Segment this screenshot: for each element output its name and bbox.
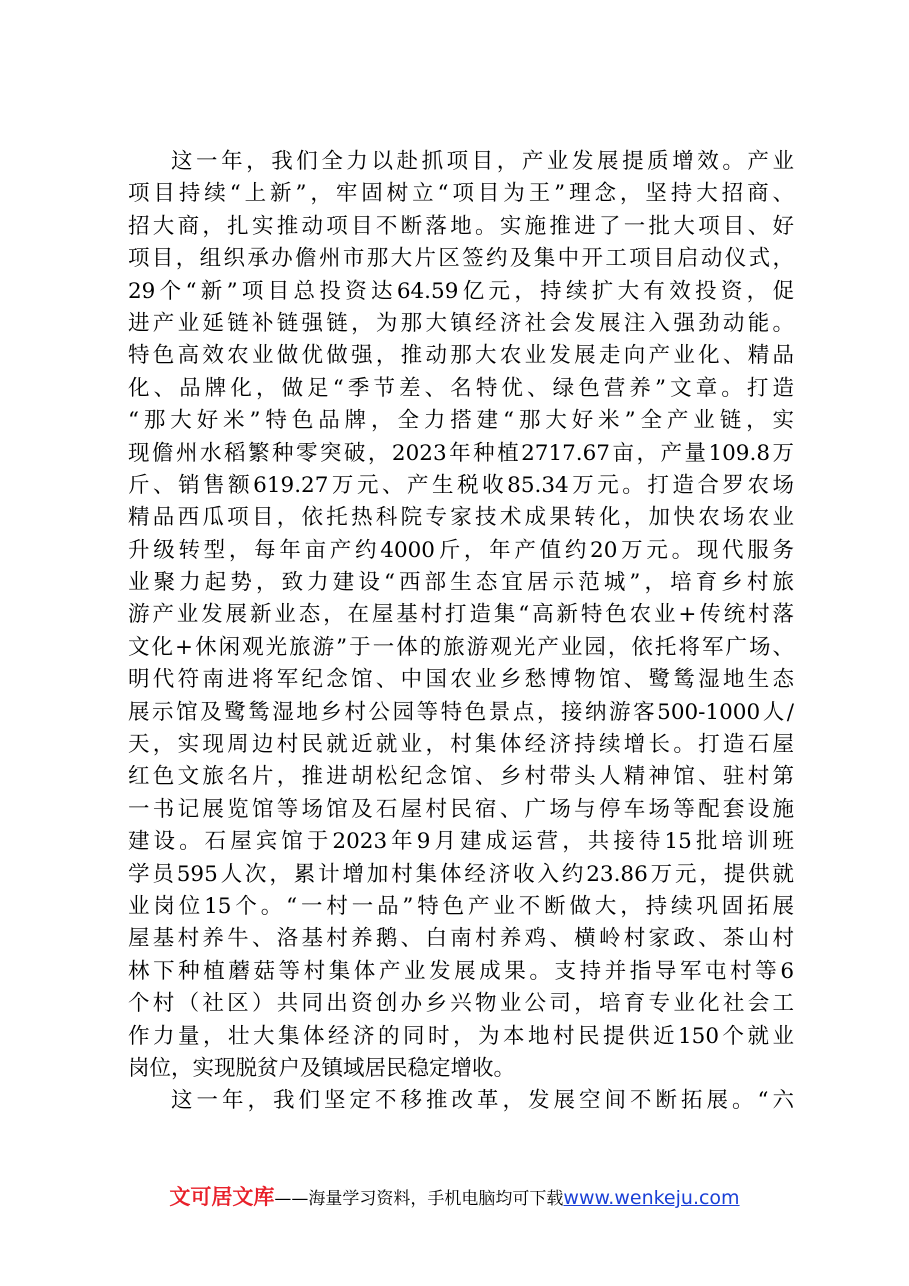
- text-line: 项目持续“上新”，牢固树立“项目为王”理念，坚持大招商、: [128, 181, 794, 207]
- text-line: 游产业发展新业态，在屋基村打造集“高新特色农业+传统村落: [128, 602, 794, 628]
- text-line: 化、品牌化，做足“季节差、名特优、绿色营养”文章。打造: [128, 375, 794, 401]
- brand-name: 文可居文库: [169, 1185, 275, 1209]
- text-line: 升级转型，每年亩产约4000斤，年产值约20万元。现代服务: [128, 537, 794, 563]
- text-line: 业岗位15个。“一村一品”特色产业不断做大，持续巩固拓展: [128, 893, 794, 919]
- text-line: 业聚力起势，致力建设“西部生态宜居示范城”，培育乡村旅: [128, 570, 794, 596]
- text-line: 屋基村养牛、洛基村养鹅、白南村养鸡、横岭村家政、茶山村: [128, 926, 794, 952]
- text-line: 文化+休闲观光旅游”于一体的旅游观光产业园，依托将军广场、: [128, 634, 794, 660]
- text-line: 一书记展览馆等场馆及石屋村民宿、广场与停车场等配套设施: [128, 796, 794, 822]
- text-line: 精品西瓜项目，依托热科院专家技术成果转化，加快农场农业: [128, 505, 794, 531]
- paragraph-1: [128, 146, 794, 1085]
- text-line: 29个“新”项目总投资达64.59亿元，持续扩大有效投资，促: [128, 278, 794, 304]
- text-line: 现儋州水稻繁种零突破，2023年种植2717.67亩，产量109.8万: [128, 440, 794, 466]
- text-line: 作力量，壮大集体经济的同时，为本地村民提供近150个就业: [128, 1023, 794, 1049]
- text-line: 这一年，我们全力以赴抓项目，产业发展提质增效。产业: [171, 149, 794, 174]
- text-line: 招大商，扎实推动项目不断落地。实施推进了一批大项目、好: [128, 213, 794, 239]
- text-line: “那大好米”特色品牌，全力搭建“那大好米”全产业链，实: [128, 408, 794, 434]
- footer-banner: [0, 1183, 909, 1213]
- text-line: 明代符南进将军纪念馆、中国农业乡愁博物馆、鹭鸶湿地生态: [128, 667, 794, 693]
- text-line: 学员595人次，累计增加村集体经济收入约23.86万元，提供就: [128, 861, 794, 887]
- text-line: 特色高效农业做优做强，推动那大农业发展走向产业化、精品: [128, 343, 794, 369]
- text-line: 天，实现周边村民就近就业，村集体经济持续增长。打造石屋: [128, 732, 794, 758]
- text-line: 个村（社区）共同出资创办乡兴物业公司，培育专业化社会工: [128, 991, 794, 1017]
- website-link[interactable]: www.wenkeju.com: [563, 1187, 740, 1209]
- text-line: 林下种植蘑菇等村集体产业发展成果。支持并指导军屯村等6: [128, 958, 794, 984]
- text-line: 建设。石屋宾馆于2023年9月建成运营，共接待15批培训班: [128, 829, 794, 855]
- text-line: 展示馆及鹭鸶湿地乡村公园等特色景点，接纳游客500-1000人/: [128, 699, 794, 725]
- text-line: 红色文旅名片，推进胡松纪念馆、乡村带头人精神馆、驻村第: [128, 764, 794, 790]
- text-line: 斤、销售额619.27万元、产生税收85.34万元。打造合罗农场: [128, 472, 794, 498]
- text-line: 这一年，我们坚定不移推改革，发展空间不断拓展。“六: [171, 1088, 794, 1114]
- paragraph-2: [128, 1085, 794, 1117]
- footer-tagline: ——海量学习资料，手机电脑均可下载: [274, 1189, 564, 1209]
- document-body: [128, 146, 794, 1118]
- text-line: 项目，组织承办儋州市那大片区签约及集中开工项目启动仪式，: [128, 246, 794, 272]
- text-line: 岗位，实现脱贫户及镇域居民稳定增收。: [128, 1055, 516, 1081]
- text-line: 进产业延链补链强链，为那大镇经济社会发展注入强劲动能。: [128, 310, 794, 336]
